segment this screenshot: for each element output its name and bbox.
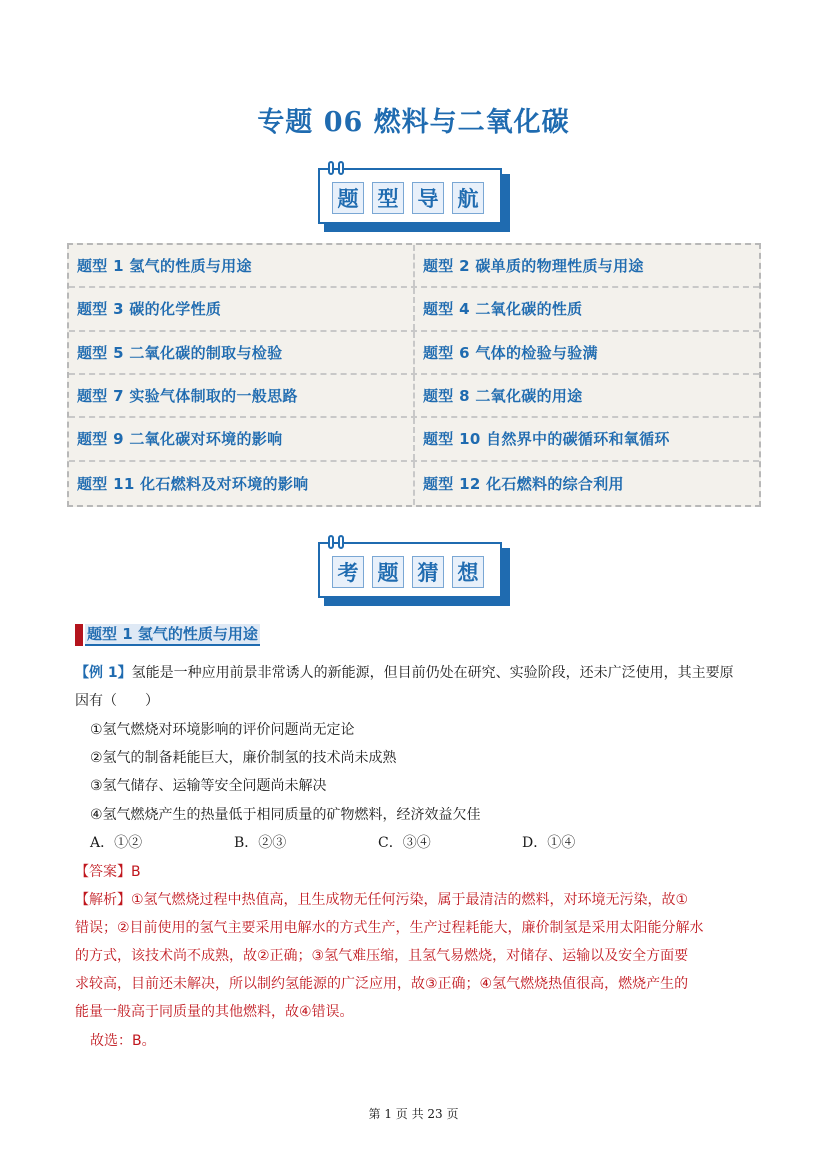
binder-ring-icon	[338, 535, 344, 549]
table-cell[interactable]: 题型 11 化石燃料及对环境的影响	[69, 462, 415, 505]
banner-char: 想	[452, 556, 484, 588]
analysis-line-4: 求较高，目前还未解决，所以制约氢能源的广泛应用，故③正确；④氢气燃烧热值很高，燃烧产生的	[75, 976, 689, 992]
analysis-line-5: 能量一般高于同质量的其他燃料，故④错误。	[75, 1004, 354, 1020]
binder-ring-icon	[328, 535, 334, 549]
banner-box	[318, 542, 502, 598]
banner-box	[318, 168, 502, 224]
table-cell[interactable]: 题型 12 化石燃料的综合利用	[423, 474, 624, 493]
section-heading-text: 题型 1 氢气的性质与用途	[85, 624, 260, 646]
example-tag: 【例 1】	[75, 665, 132, 681]
statement-4: ④氢气燃烧产生的热量低于相同质量的矿物燃料，经济效益欠佳	[90, 807, 481, 823]
heading-marker	[75, 624, 83, 646]
analysis-line-2: 错误；②目前使用的氢气主要采用电解水的方式生产，生产过程耗能大，廉价制氢是采用太阳能分解水	[75, 920, 704, 936]
analysis-line-1	[75, 886, 760, 915]
question-type-table	[67, 243, 761, 507]
table-row	[69, 288, 759, 331]
section-heading	[75, 624, 260, 646]
table-cell[interactable]: 题型 10 自然界中的碳循环和氧循环	[423, 430, 670, 449]
banner-char: 猜	[412, 556, 444, 588]
table-cell[interactable]: 题型 6 气体的检验与验满	[423, 343, 598, 362]
table-cell[interactable]: 题型 5 二氧化碳的制取与检验	[69, 332, 415, 373]
banner-char: 题	[332, 182, 364, 214]
section-banner-question-types	[318, 168, 510, 232]
options-row	[90, 829, 775, 858]
analysis-tag: 【解析】	[75, 892, 131, 908]
page-title: 专题 06 燃料与二氧化碳	[257, 107, 570, 138]
statement-3: ③氢气储存、运输等安全问题尚未解决	[90, 778, 327, 794]
analysis-text: ①氢气燃烧过程中热值高，且生成物无任何污染，属于最清洁的燃料，对环境无污染，故①	[131, 892, 689, 908]
answer-line	[75, 858, 760, 887]
table-cell[interactable]: 题型 8 二氧化碳的用途	[423, 387, 583, 406]
banner-char: 航	[452, 182, 484, 214]
statement-1: ①氢气燃烧对环境影响的评价问题尚无定论	[90, 722, 355, 738]
table-cell[interactable]: 题型 1 氢气的性质与用途	[69, 245, 415, 286]
analysis-line-3: 的方式，该技术尚不成熟，故②正确；③氢气难压缩，且氢气易燃烧，对储存、运输以及安全方面要	[75, 948, 689, 964]
binder-ring-icon	[338, 161, 344, 175]
table-cell[interactable]: 题型 3 碳的化学性质	[69, 288, 415, 329]
option-d[interactable]: D．①④	[522, 835, 576, 851]
option-b[interactable]: B．②③	[234, 835, 287, 851]
binder-ring-icon	[328, 161, 334, 175]
table-cell[interactable]: 题型 4 二氧化碳的性质	[423, 300, 583, 319]
table-row	[69, 418, 759, 461]
answer-tag: 【答案】	[75, 864, 131, 880]
example-question	[75, 659, 760, 688]
banner-char: 考	[332, 556, 364, 588]
option-c[interactable]: C．③④	[378, 835, 431, 851]
section-banner-exam-prediction	[318, 542, 510, 606]
table-row	[69, 375, 759, 418]
option-a[interactable]: A．①②	[90, 835, 143, 851]
table-row	[69, 245, 759, 288]
banner-char: 型	[372, 182, 404, 214]
answer-value: B	[131, 864, 141, 880]
table-cell[interactable]: 题型 9 二氧化碳对环境的影响	[69, 418, 415, 459]
statement-2: ②氢气的制备耗能巨大，廉价制氢的技术尚未成熟	[90, 750, 397, 766]
question-text: 氢能是一种应用前景非常诱人的新能源，但目前仍处在研究、实验阶段，还未广泛使用，其主要原	[131, 665, 734, 681]
question-text-cont: 因有（ ）	[75, 693, 159, 709]
table-row	[69, 462, 759, 505]
table-cell[interactable]: 题型 7 实验气体制取的一般思路	[69, 375, 415, 416]
banner-char: 导	[412, 182, 444, 214]
conclusion: 故选：B。	[90, 1033, 156, 1049]
table-cell[interactable]: 题型 2 碳单质的物理性质与用途	[423, 257, 644, 276]
table-row	[69, 332, 759, 375]
page-footer: 第 1 页 共 23 页	[368, 1107, 459, 1121]
banner-char: 题	[372, 556, 404, 588]
